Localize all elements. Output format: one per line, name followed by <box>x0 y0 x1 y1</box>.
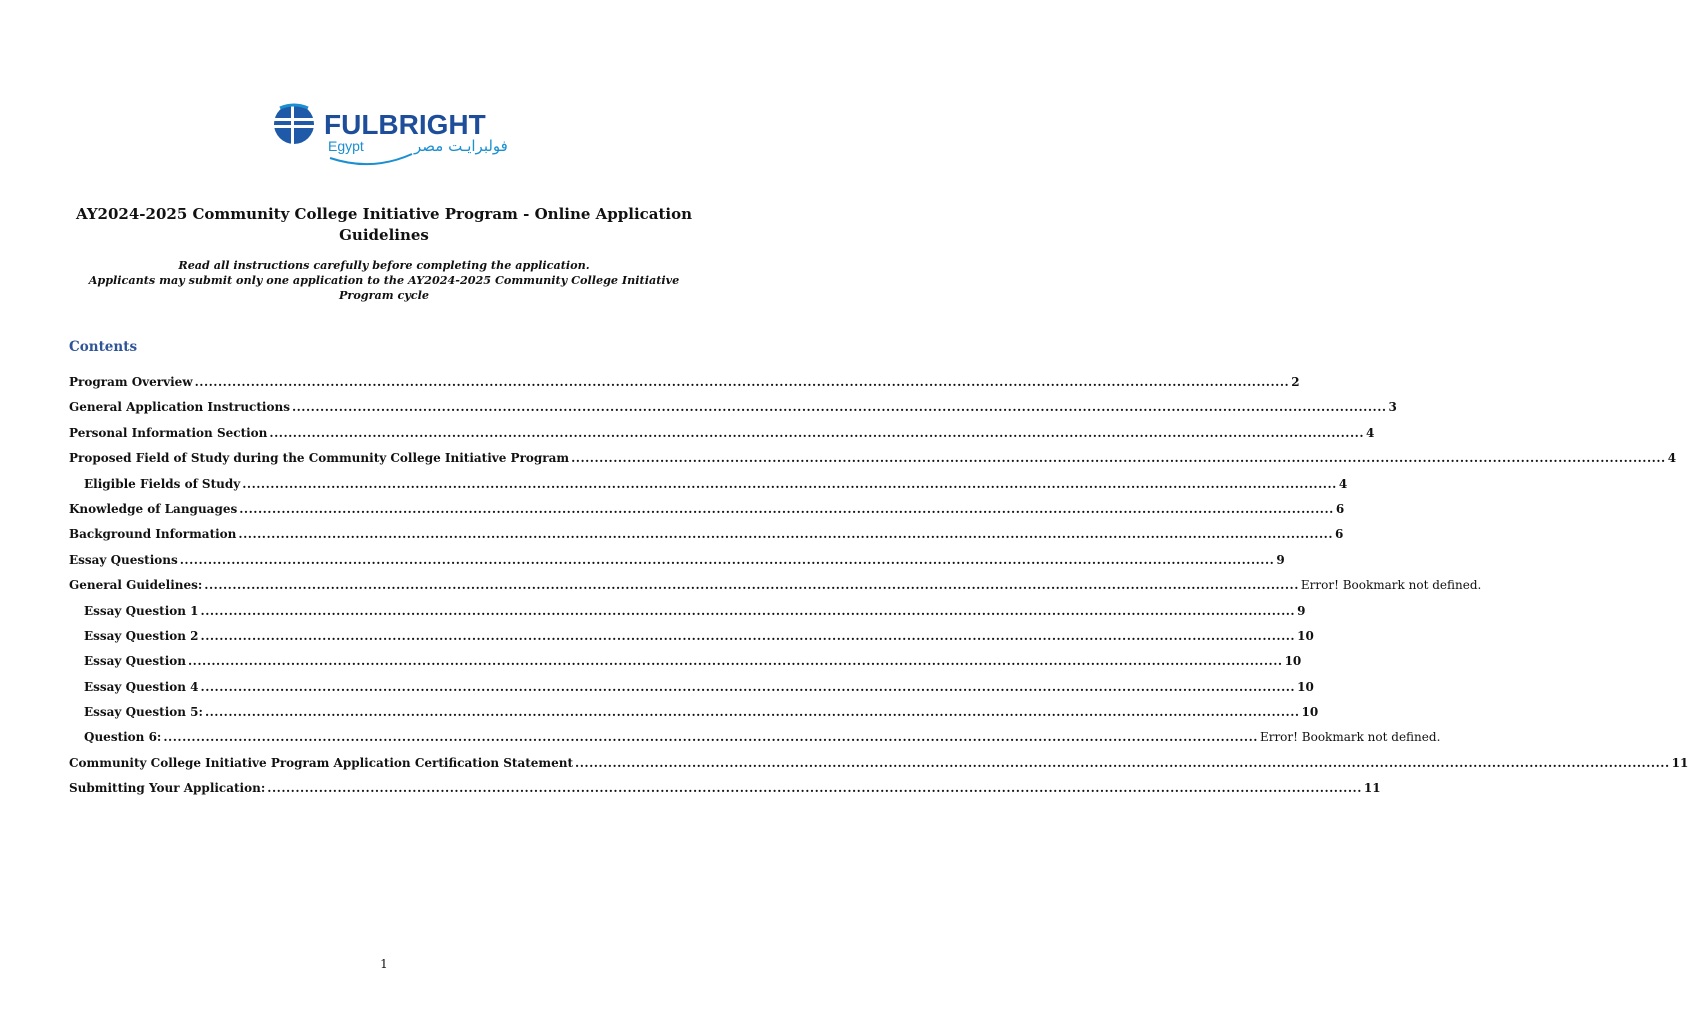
toc-entry[interactable] <box>69 781 1381 806</box>
toc-leader <box>205 705 1300 719</box>
toc-entry-label: Knowledge of Languages <box>69 501 238 516</box>
toc-entry-label: Essay Questions <box>69 552 178 567</box>
toc-leader <box>238 527 1333 541</box>
toc-entry[interactable] <box>69 705 1319 730</box>
svg-text:Egypt: Egypt <box>328 138 364 154</box>
toc-entry[interactable] <box>69 654 1302 679</box>
svg-text:فولبرايـت مصر: فولبرايـت مصر <box>414 137 508 155</box>
toc-entry[interactable] <box>69 527 1344 552</box>
toc-entry-page: 2 <box>1291 375 1300 389</box>
toc-entry-label: Question 6: <box>84 730 162 745</box>
toc-entry[interactable] <box>69 679 1314 705</box>
instruction-line-2: Applicants may submit only one application to the AY2024-2025 Community College Initiative Program cycle <box>88 273 680 302</box>
toc-entry-label: Personal Information Section <box>69 425 268 440</box>
toc-leader <box>201 629 1296 643</box>
toc-entry[interactable] <box>69 552 1285 578</box>
toc-entry-page: 6 <box>1335 527 1344 542</box>
toc-entry-label: Background Information <box>69 527 237 542</box>
toc-entry[interactable] <box>69 476 1348 502</box>
toc-entry[interactable] <box>69 755 1688 781</box>
contents-heading: Contents <box>69 339 138 355</box>
toc-entry-page: 10 <box>1301 705 1319 720</box>
toc-entry[interactable] <box>69 603 1306 629</box>
toc-entry-label: Essay Question <box>84 654 186 669</box>
toc-leader <box>180 553 1275 567</box>
toc-entry-label: Essay Question 1 <box>84 603 199 618</box>
toc-entry-label: Program Overview <box>69 375 193 389</box>
toc-entry[interactable] <box>69 730 1441 755</box>
toc-entry-label: Essay Question 2 <box>84 628 199 643</box>
toc-entry-label: Community College Initiative Program Application Certification Statement <box>69 755 574 770</box>
toc-entry-page: 10 <box>1284 654 1302 669</box>
toc-leader <box>204 578 1299 592</box>
svg-text:FULBRIGHT: FULBRIGHT <box>324 109 486 140</box>
toc-entry-page: 9 <box>1297 603 1306 618</box>
page-number: 1 <box>380 957 388 971</box>
toc-entry-label: General Application Instructions <box>69 400 290 415</box>
toc-entry-page: 4 <box>1366 425 1375 440</box>
toc-leader <box>201 680 1296 694</box>
toc-entry-label: Proposed Field of Study during the Community College Initiative Program <box>69 451 570 466</box>
instructions <box>60 258 708 303</box>
document-title: AY2024-2025 Community College Initiative Program - Online Application Guidelines <box>75 205 693 244</box>
toc-entry-page: 6 <box>1335 501 1345 516</box>
table-of-contents <box>69 375 1688 807</box>
toc-entry-page: 10 <box>1297 628 1314 643</box>
toc-entry-page: 11 <box>1671 755 1688 770</box>
toc-entry-page: 4 <box>1338 476 1348 491</box>
toc-entry-page: Error! Bookmark not defined. <box>1259 730 1441 745</box>
toc-leader <box>242 477 1337 491</box>
toc-leader <box>575 756 1670 770</box>
toc-entry-page: 3 <box>1388 400 1397 415</box>
toc-leader <box>239 502 1334 516</box>
toc-entry-page: 10 <box>1297 679 1314 694</box>
toc-leader <box>163 730 1258 744</box>
toc-entry-page: 9 <box>1276 552 1285 567</box>
toc-entry-page: Error! Bookmark not defined. <box>1300 578 1482 593</box>
toc-leader <box>188 654 1283 668</box>
toc-leader <box>269 426 1364 440</box>
toc-entry[interactable] <box>69 425 1375 451</box>
toc-leader <box>201 604 1296 618</box>
toc-entry-label: Eligible Fields of Study <box>84 476 241 491</box>
toc-entry[interactable] <box>69 375 1300 400</box>
toc-leader <box>571 451 1666 465</box>
toc-leader <box>195 375 1290 389</box>
toc-entry-label: General Guidelines: <box>69 578 203 593</box>
toc-entry-label: Submitting Your Application: <box>69 781 266 796</box>
toc-entry-page: 4 <box>1667 451 1677 466</box>
toc-entry-page: 11 <box>1363 781 1381 796</box>
toc-entry[interactable] <box>69 578 1482 603</box>
toc-entry[interactable] <box>69 400 1397 425</box>
instruction-line-1: Read all instructions carefully before completing the application. <box>178 258 590 272</box>
fulbright-egypt-logo <box>272 100 508 170</box>
toc-entry[interactable] <box>69 628 1314 654</box>
toc-entry[interactable] <box>69 451 1677 476</box>
toc-leader <box>267 781 1362 795</box>
toc-entry-label: Essay Question 5: <box>84 705 203 720</box>
toc-entry[interactable] <box>69 501 1345 527</box>
toc-entry-label: Essay Question 4 <box>84 679 199 694</box>
toc-leader <box>292 400 1387 414</box>
